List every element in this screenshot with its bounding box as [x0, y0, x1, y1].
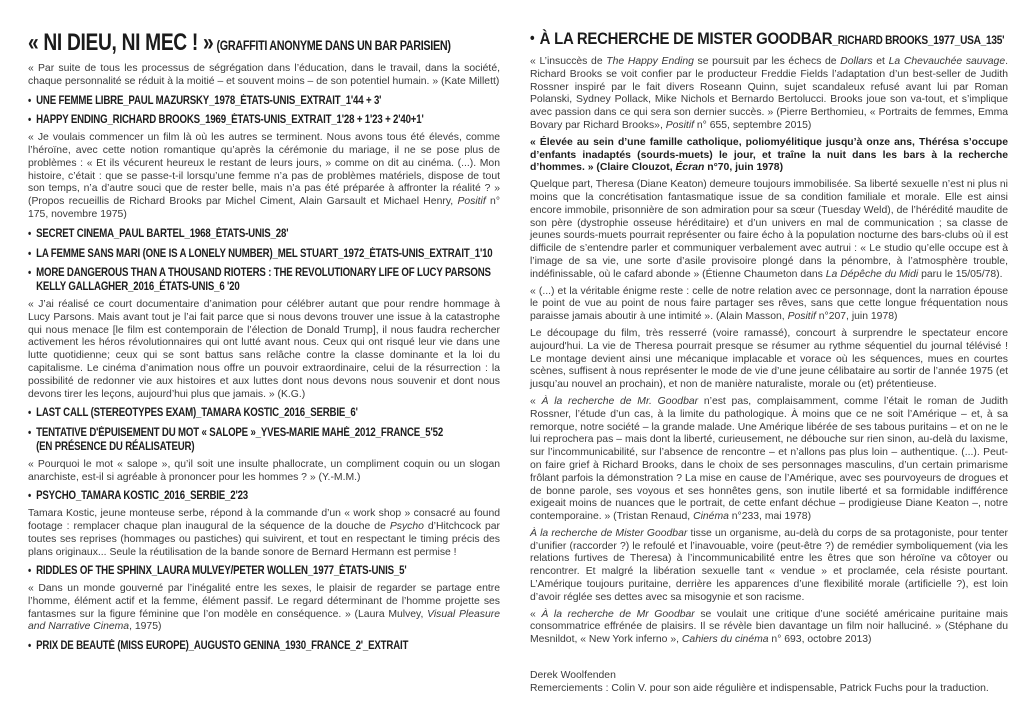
- text-segment: «: [530, 608, 542, 620]
- credits: [530, 669, 1008, 695]
- text-segment: n° 175, novembre 1975): [28, 196, 500, 220]
- paragraph: [28, 583, 500, 634]
- italic-text-segment: À la recherche de Mr. Goodbar: [541, 395, 699, 407]
- film-title-credits: _RICHARD BROOKS_1977_USA_135': [832, 35, 1005, 47]
- page-title-note: (GRAFFITI ANONYME DANS UN BAR PARISIEN): [216, 38, 451, 53]
- film-entry-title: MORE DANGEROUS THAN A THOUSAND RIOTERS : THE REVOLUTIONARY LIFE OF LUCY PARSONS KELLY GALLAGHER_2016_ÉTATS-UNIS_6 '20: [36, 267, 491, 294]
- bullet-icon: •: [28, 565, 32, 578]
- film-title-goodbar: [530, 26, 1010, 52]
- paragraph: [530, 609, 1008, 647]
- text-segment: tisse un organisme, au-delà du corps de sa protagoniste, pour tenter d’unifier (raccorder ?) le refoulé et l’inavouable, voire (peut-être ?) de remédier symboliquement (via les relations furtives de Theresa) à l’incommunicabilité entre les êtres que son héroïne va côtoyer ou rencontrer. Et malgré la libération sexuelle tant « vendue » et proclamée, cela résiste pourtant. L’Amérique toujours puritaine, derrière les apparences d’une flexibilité morale (artificielle ?), est loin d’avoir réglée ses dettes avec sa misogynie et son racisme.: [530, 527, 1009, 603]
- film-entry-title: HAPPY ENDING_RICHARD BROOKS_1969_ÉTATS-UNIS_EXTRAIT_1'28 + 1'23 + 2'40+1': [36, 114, 424, 127]
- text-segment: . Richard Brooks se voit confier par le producteur Freddie Fields l’adaptation d’un best-seller de Judith Rossner inspiré par le fait divers Roseann Quinn, sujet scandaleux refusé avant lui par Roman Polanski, Sydney Pollack, Mike Nichols et Bernardo Bertolucci. Brooks joue son va-tout, et s’implique avec passion dans ce qui sera son dernier succès. » (Pierre Berthomieu, « Portraits de femmes, Emma Bovary par Richard Brooks»,: [530, 56, 1008, 131]
- italic-text-segment: The Happy Ending: [606, 56, 694, 67]
- text-segment: Quelque part, Theresa (Diane Keaton) demeure toujours immobilisée. Sa liberté sexuelle n’est ni plus ni moins que la concrétisation fantasmatique issue de sa condition familiale et morale. Elle est ainsi encore immobile, prisonnière de son admiration pour sa sœur (Tuesday Weld), de l’hérédité maudite de son père (dystrophie osseuse héréditaire) et d’un univers en mal de communication ; sa classe de jeunes sourds-muets pourrait représenter ou faire écho à la population nocturne des bars-clubs où il est difficile de s’entendre parler et communiquer verbalement avec autrui : « Le studio qu’elle occupe est à l’image de sa vie, une sorte d’asile provisoire plongé dans la pénombre, à l’atmosphère trouble, indéfinissable, où le cafard abonde » (Étienne Chaumeton dans: [530, 179, 1008, 280]
- text-segment: se voulait une critique d’une société américaine puritaine mais consommatrice effrénée de plaisirs. Il se révèle bien davantage un film noir halluciné. » (Stéphane du Mesnildot, « New York inferno »,: [530, 608, 1008, 646]
- film-entry-title: SECRET CINEMA_PAUL BARTEL_1968_ÉTATS-UNIS_28': [36, 227, 289, 240]
- paragraph: [28, 459, 500, 485]
- italic-text-segment: Visual Pleasure and Narrative Cinema: [28, 608, 500, 633]
- paragraph: [530, 286, 1008, 324]
- paragraph: [28, 299, 500, 401]
- text-segment: , 1975): [129, 621, 162, 633]
- bullet-icon: •: [28, 247, 32, 260]
- text-segment: « Par suite de tous les processus de ségrégation dans l’éducation, dans le travail, dans la société, chaque personnalité se réduit à la moitié – et souvent moins – de son potentiel humain. » (Kate Millett): [28, 63, 500, 87]
- left-column: [28, 26, 500, 654]
- italic-text-segment: La Dépêche du Midi: [825, 268, 919, 280]
- bullet-icon: •: [28, 227, 32, 240]
- italic-text-segment: Positif: [787, 311, 816, 323]
- bullet-icon: •: [28, 427, 32, 440]
- text-segment: n°233, mai 1978): [728, 511, 812, 523]
- paragraph: [530, 528, 1008, 605]
- right-column: [530, 26, 1008, 695]
- film-entry: [28, 248, 500, 262]
- text-segment: «: [530, 395, 542, 407]
- text-segment: « Pourquoi le mot « salope », qu’il soit une insulte phallocrate, un compliment coquin ou un slogan anarchiste, est-il si agréable à prononcer pour les hommes ? » (Y.-M.M.): [28, 458, 500, 483]
- film-entry: [28, 228, 500, 242]
- text-segment: « (...) et la véritable énigme reste : celle de notre relation avec ce personnage, dont la narration épouse le point de vue au point de nous faire partager ses rêves, sans que cette longue fréquentation nous paraisse jamais aboutir à une intimité ». (Alain Masson,: [530, 285, 1008, 323]
- italic-text-segment: Cinéma: [693, 511, 729, 523]
- text-segment: Le découpage du film, très resserré (voire ramassé), concourt à surprendre le spectateur encore aujourd'hui. La vie de Theresa pourrait presque se résumer au rythme séquentiel du journal télévisé ! Le montage devient ainsi une mécanique implacable et vorace où les séquences, mues en courtes scènes, suffisent à nous représenter le mode de vie d’une jeune célibataire au sortir de l’année 1975 (et jusqu’au nouvel an prochain), et non de manière naturaliste, morale ou (et) prétentieuse.: [530, 327, 1008, 391]
- film-entry: [28, 565, 500, 579]
- film-entry: [28, 267, 500, 295]
- film-entry: [28, 95, 500, 109]
- italic-text-segment: Dollars: [840, 56, 873, 67]
- text-segment: paru le 15/05/78).: [918, 268, 1003, 280]
- italic-text-segment: À la recherche de Mr Goodbar: [541, 608, 695, 620]
- text-segment: « J’ai réalisé ce court documentaire d’animation pour célébrer autant que pour rendre hommage à Lucy Parsons. Mais avant tout je l’ai fait parce que si nous devons trouver une issue à la catastrophe qui nous menace [le film est contemporain de l’élection de Donald Trump], il nous faudra rechercher activement les héros révolutionnaires qui ont lutté avant nous. Ceux qui ont risqué leur vie dans une lutte quotidienne; ceux qui se sont battus sans relâche contre la classe dominante et la loi du capitalisme. Le cinéma d’animation nous offre un pouvoir extraordinaire, celui de la résurrection : la possibilité de redonner vie aux histoires et aux luttes dont nous devons nous souvenir et dont nous devons tirer les leçons, aujourd’hui plus que jamais. » (K.G.): [28, 298, 500, 400]
- italic-text-segment: Positif: [457, 196, 486, 208]
- text-segment: n°70, juin 1978): [704, 162, 784, 174]
- text-segment: d’Hitchcock par toutes ses reprises (hommages ou pastiches) qui suivirent, et tout en respectant le timing précis des plans originaux... Seule la réutilisation de la bande sonore de Bernard Hermann est permise !: [28, 520, 501, 558]
- paragraph: [530, 328, 1008, 392]
- text-segment: n’est pas, complaisamment, comme l’était le roman de Judith Rossner, l’étude d’un cas, à la limite du pathologique. À moins que ce ne soit l’Amérique – et, à sa remorque, notre société – la grande malade. Une Amérique libérée de ses tabous puritains – et on ne le lui reprochera pas – mais dont la liberté, curieusement, ne débouche sur rien sinon, au-delà du laxisme, sur l’incommunicabilité, sur l’absence de rencontre – et n’allons pas plus loin – authentique. (...). Peut-on faire grief à Richard Brooks, dans le choix de ses personnages masculins, d’un certain primarisme frôlant parfois la démonstration ? La mise en cause de l’Amérique, avec ses pourvoyeurs de drogues et de bonne parole, ses voyous et ses honnêtes gens, son inutile liberté et sa formidable indifférence exigeait moins de nuances que le portrait, de cette enfant déchue – prodigieuse Diane Keaton –, notre contemporaine. » (Tristan Renaud,: [530, 395, 1008, 523]
- paragraph: [28, 508, 500, 559]
- film-entry: [28, 114, 500, 128]
- bullet-icon: •: [28, 490, 32, 503]
- text-segment: « Élevée au sein d’une famille catholique, poliomyélitique jusqu’à onze ans, Thérésa s’occupe d’enfants inadaptés (sourds-muets) le jour, et traîne la nuit dans les bars à la recherche d’hommes. » (Claire Clouzot,: [530, 136, 1008, 174]
- bullet-icon: •: [28, 407, 32, 420]
- bullet-icon: •: [28, 267, 32, 280]
- film-entry: [28, 407, 500, 421]
- left-column-blocks: [28, 63, 500, 654]
- text-segment: se poursuit par les échecs de: [693, 56, 841, 67]
- paragraph: [28, 132, 500, 222]
- italic-text-segment: Psycho: [389, 520, 424, 532]
- film-entry-title: UNE FEMME LIBRE_PAUL MAZURSKY_1978_ÉTATS-UNIS_EXTRAIT_1'44 + 3': [36, 94, 382, 107]
- bullet-icon: •: [28, 640, 32, 653]
- italic-text-segment: La Chevauchée sauvage: [888, 56, 1006, 67]
- bullet-icon: •: [28, 94, 32, 107]
- text-segment: n° 693, octobre 2013): [768, 634, 872, 646]
- film-entry-title: LAST CALL (STEREOTYPES EXAM)_TAMARA KOSTIC_2016_SERBIE_6': [36, 407, 358, 420]
- italic-text-segment: À la recherche de Mister Goodbar: [530, 527, 688, 539]
- text-segment: Tamara Kostic, jeune monteuse serbe, répond à la commande d’un « work shop » consacré au found footage : remplacer chaque plan inaugural de la séquence de la douche de: [28, 508, 500, 532]
- film-entry: [28, 640, 500, 654]
- italic-text-segment: Écran: [675, 162, 705, 174]
- paragraph: [28, 63, 500, 89]
- text-segment: et: [872, 56, 889, 67]
- film-entry-title: PRIX DE BEAUTÉ (MISS EUROPE)_AUGUSTO GENINA_1930_FRANCE_2'_EXTRAIT: [36, 640, 409, 653]
- bullet-icon: •: [530, 30, 535, 47]
- page-title-main: « NI DIEU, NI MEC ! »: [28, 29, 214, 56]
- text-segment: n° 655, septembre 2015): [694, 119, 812, 131]
- italic-text-segment: Positif: [665, 119, 695, 131]
- film-entry-title: PSYCHO_TAMARA KOSTIC_2016_SERBIE_2'23: [36, 490, 249, 503]
- italic-text-segment: Cahiers du cinéma: [681, 634, 769, 646]
- film-entry: [28, 490, 500, 504]
- credits-thanks: Remerciements : Colin V. pour son aide régulière et indispensable, Patrick Fuchs pour la traduction.: [530, 683, 989, 695]
- credits-author: Derek Woolfenden: [530, 670, 616, 682]
- film-entry-title: RIDDLES OF THE SPHINX_LAURA MULVEY/PETER WOLLEN_1977_ÉTATS-UNIS_5': [36, 565, 407, 578]
- page-title: [28, 26, 500, 59]
- film-entry: [28, 427, 500, 455]
- film-entry-title: TENTATIVE D'ÉPUISEMENT DU MOT « SALOPE »_YVES-MARIE MAHÉ_2012_FRANCE_5'52 (EN PRÉSENCE DU RÉALISATEUR): [36, 427, 444, 453]
- bullet-icon: •: [28, 114, 32, 127]
- text-segment: « L’insuccès de: [530, 56, 607, 67]
- paragraph: [530, 56, 1008, 133]
- film-entry-title: LA FEMME SANS MARI (ONE IS A LONELY NUMBER)_MEL STUART_1972_ÉTATS-UNIS_EXTRAIT_1'10: [36, 247, 493, 260]
- text-segment: « Dans un monde gouverné par l’inégalité entre les sexes, le plaisir de regarder se partage entre l’homme, élément actif et la femme, élément passif. Le regard déterminant de l’homme projette ses fantasmes sur la figure féminine que l’on modèle en conséquence. » (Laura Mulvey,: [28, 583, 500, 620]
- paragraph: [530, 396, 1008, 524]
- right-column-blocks: [530, 56, 1008, 647]
- text-segment: « Je voulais commencer un film là où les autres se terminent. Nous avons tous été élevés, comme l’héroïne, avec cette notion romantique qu’après la cérémonie du mariage, il ne se pose plus de problèmes : « Et ils vécurent heureux le restant de leurs jours, » comme on dit au cinéma. (...). Mon histoire, c’était : que se passe-t-il lorsqu’une femme n’a pas de problèmes matériels, dispose de tout son temps, n’a d’autre souci que de rester belle, mais n’a pas été préparée à affronter la réalité ? » (Propos recueillis de Richard Brooks par Michel Ciment, Alain Garsault et Michael Henry,: [28, 132, 500, 208]
- paragraph: [530, 137, 1008, 175]
- two-column-layout: [28, 26, 1009, 695]
- film-title-main: À LA RECHERCHE DE MISTER GOODBAR: [539, 29, 833, 48]
- paragraph: [530, 179, 1008, 281]
- text-segment: n°207, juin 1978): [815, 311, 898, 323]
